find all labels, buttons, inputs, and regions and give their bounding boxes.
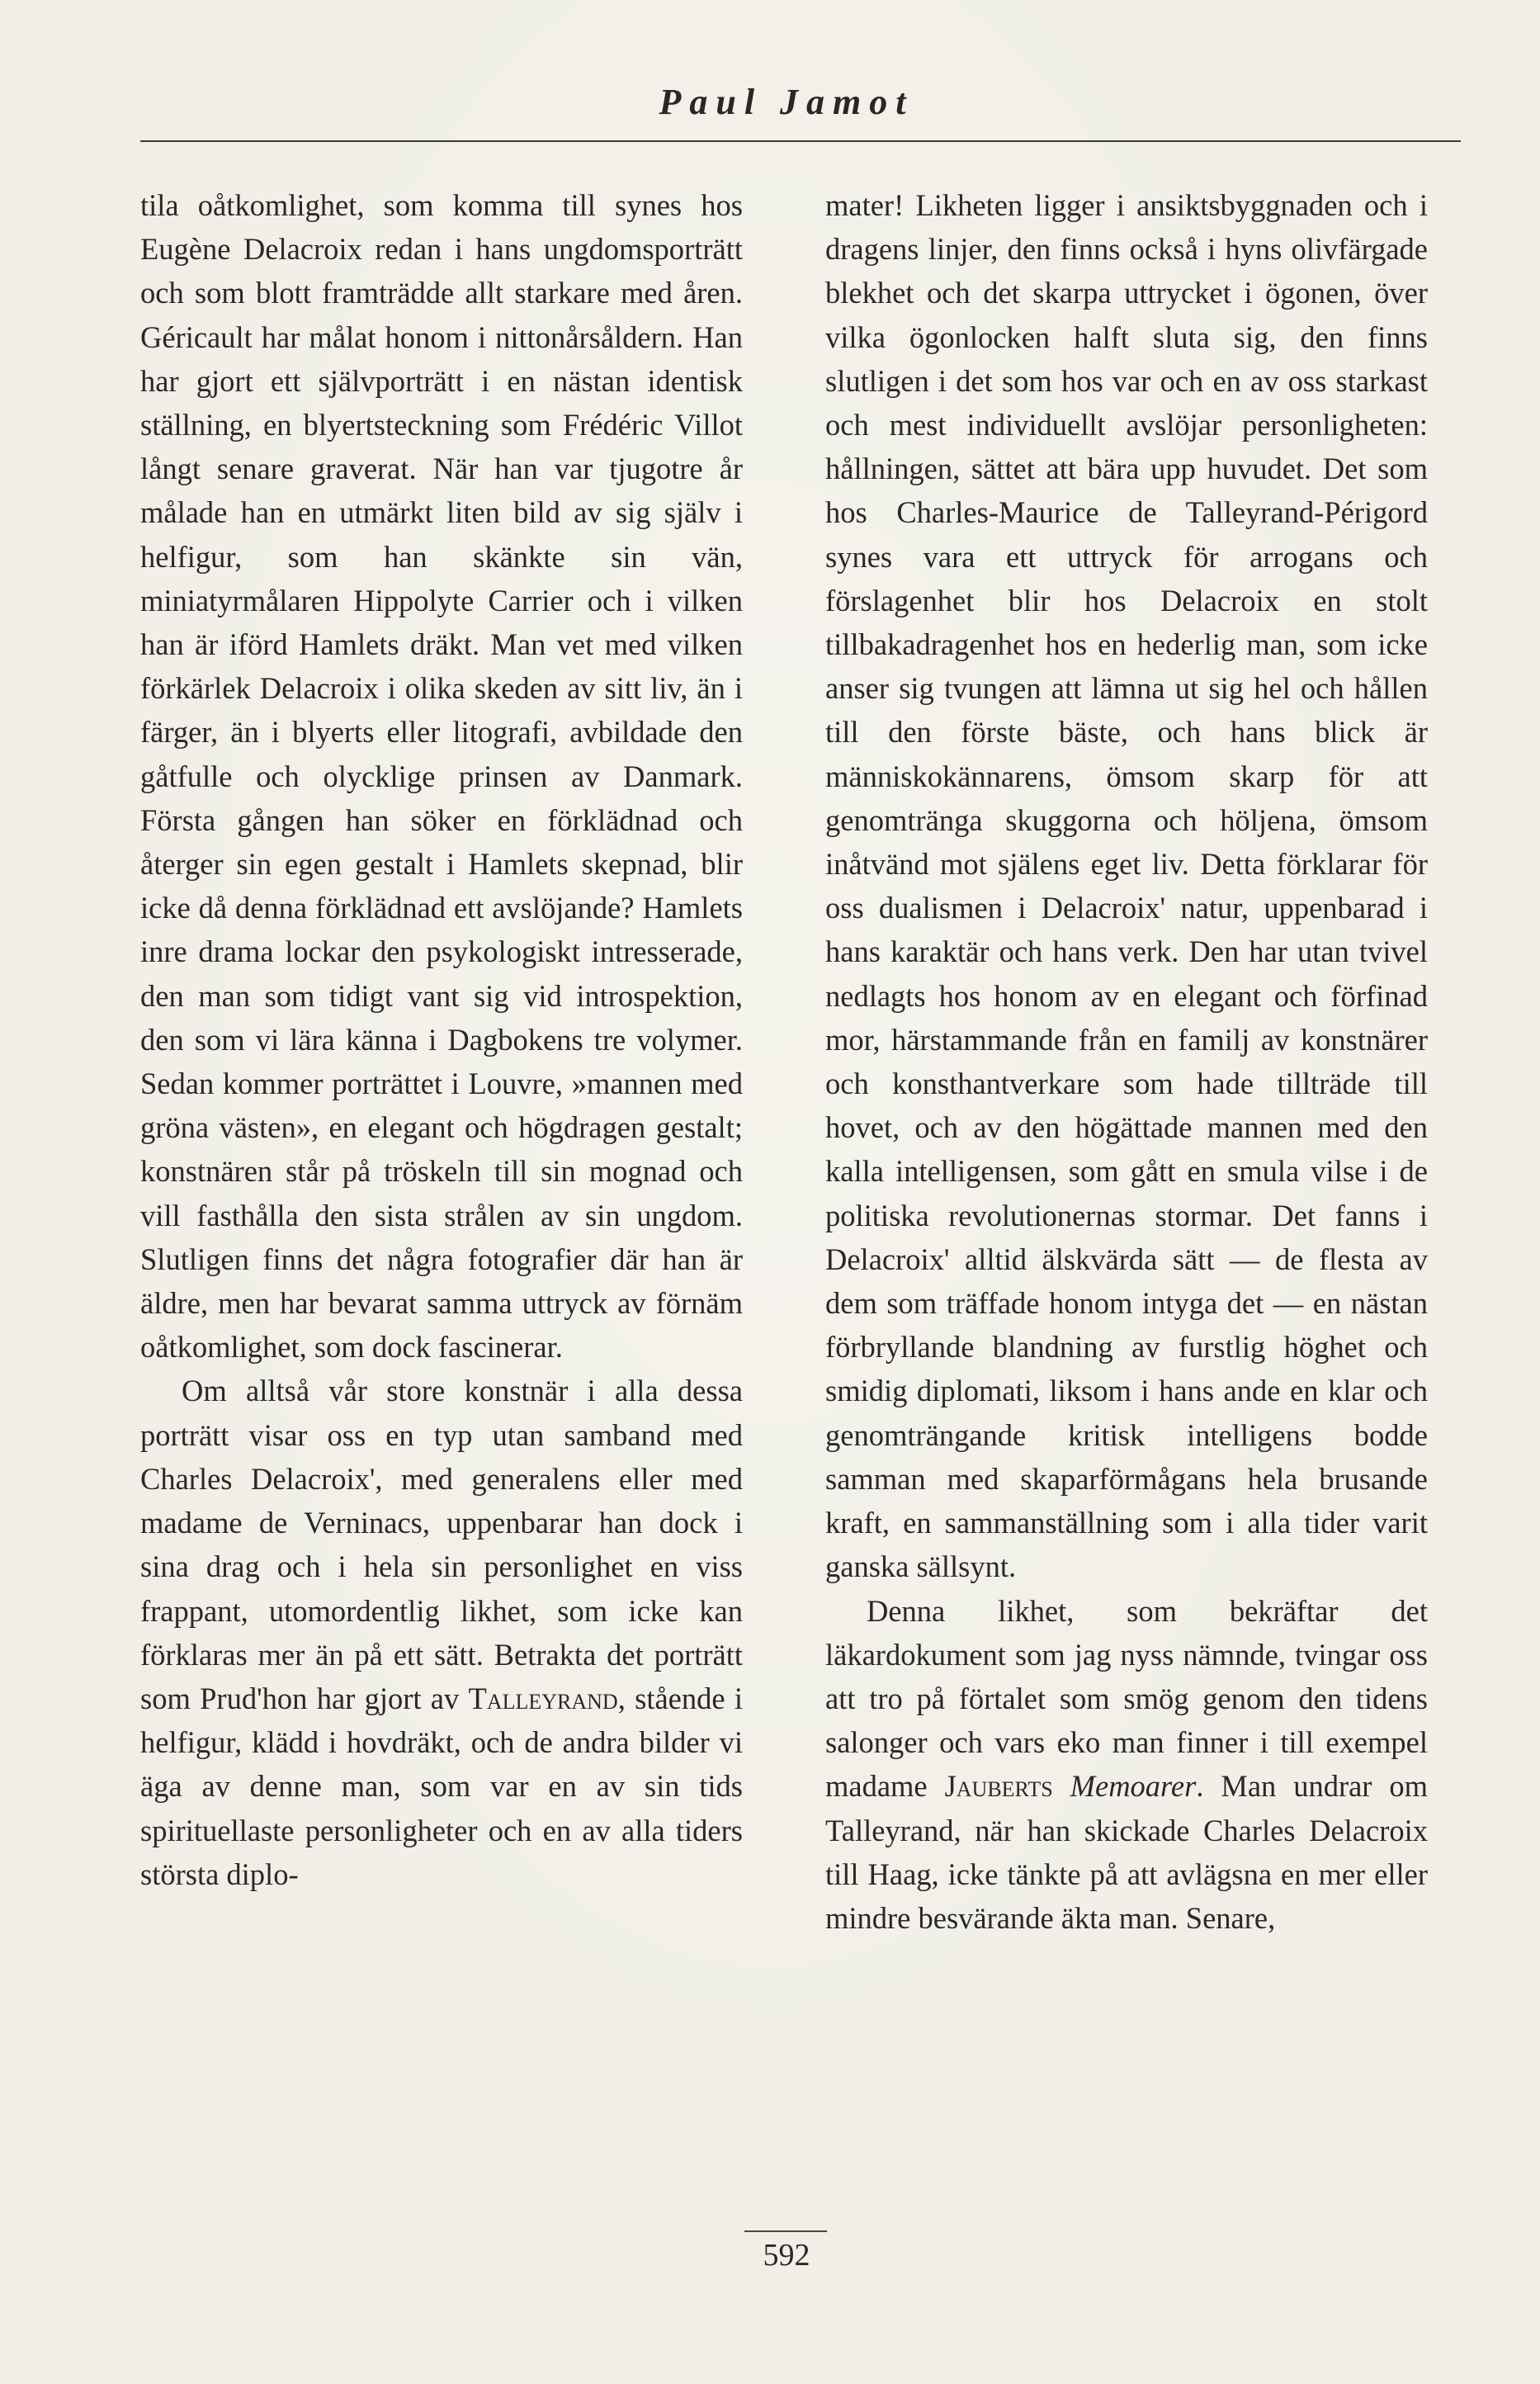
paragraph — [140, 1369, 743, 1895]
text-segment — [1053, 1769, 1070, 1803]
text-segment: Denna likhet, som bekräftar det läkardokument som jag nyss nämnde, tvingar oss att tro på förtalet som smög genom den tidens salonger och vars eko man finner i till exempel madame — [825, 1593, 1428, 1804]
page-number-rule — [744, 2230, 827, 2232]
text-segment: mater! Likheten ligger i ansiktsbyggnaden och i dragens linjer, den finns också i hyns olivfärgade blekhet och det skarpa uttrycket i ögonen, över vilka ögonlocken halft sluta sig, den finns slutligen i det som hos var och en av oss starkast och mest individuellt avslöjar personligheten: hållningen, sättet att bära upp huvudet. Det som hos Charles-Maurice de Talleyrand-Périgord synes vara ett uttryck för arrogans och förslagenhet blir hos Delacroix en stolt tillbakadragenhet hos en hederlig man, som icke anser sig tvungen att lämna ut sig hel och hållen till den förste bäste, och hans blick är människokännarens, ömsom skarp för att genomtränga skuggorna och höljena, ömsom inåtvänd mot själens eget liv. Detta förklarar för oss dualismen i Delacroix' natur, uppenbarad i hans karaktär och hans verk. Den har utan tvivel nedlagts hos honom av en elegant och förfinad mor, härstammande från en familj av konstnärer och konsthantverkare som hade tillträde till hovet, och av den högättade mannen med den kalla intelligensen, som gått en smula vilse i de politiska revolutionernas stormar. Det fanns i Delacroix' alltid älskvärda sätt — de flesta av dem som träffade honom intyga det — en nästan förbryllande blandning av furstlig höghet och smidig diplomati, liksom i hans ande en klar och genomträngande kritisk intelligens bodde samman med skaparförmågans hela brusande kraft, en sammanställning som i alla tider varit ganska sällsynt. — [825, 188, 1428, 1584]
italic-title: Memoarer — [1070, 1769, 1197, 1804]
right-column — [825, 183, 1428, 2197]
small-caps-name: Talleyrand — [468, 1681, 618, 1715]
text-segment: tila oåtkomlighet, som komma till synes hos Eugène Delacroix redan i hans ungdomsporträtt och som blott framträdde allt starkare med åren. Géricault har målat honom i nittonårsåldern. Han har gjort ett självporträtt i en nästan identisk ställning, en blyertsteckning som Frédéric Villot långt senare graverat. När han var tjugotre år målade han en utmärkt liten bild av sig själv i helfigur, som han skänkte sin vän, miniatyrmålaren Hippolyte Carrier och i vilken han är iförd Hamlets dräkt. Man vet med vilken förkärlek Delacroix i olika skeden av sitt liv, än i färger, än i blyerts eller litografi, avbildade den gåtfulle och olycklige prinsen av Danmark. Första gången han söker en förklädnad och återger sin egen gestalt i Hamlets skepnad, blir icke då denna förklädnad ett avslöjande? Hamlets inre drama lockar den psykologiskt intresserade, den man som tidigt vant sig vid introspektion, den som vi lära känna i Dagbokens tre volymer. Sedan kommer porträttet i Louvre, »mannen med gröna västen», en elegant och högdragen gestalt; konstnären står på tröskeln till sin mognad och vill fasthålla den sista strålen av sin ungdom. Slutligen finns det några fotografier där han är äldre, men har bevarat samma uttryck av förnäm oåtkomlighet, som dock fascinerar. — [140, 188, 743, 1365]
text-segment: , stående i helfigur, klädd i hovdräkt, och de andra bilder vi äga av denne man, som var en av sin tids spirituellaste personligheter och en av alla tiders största diplo- — [140, 1681, 743, 1891]
paragraph — [825, 1589, 1428, 1941]
page-number: 592 — [763, 2238, 810, 2273]
text-segment: Om alltså vår store konstnär i alla dessa porträtt visar oss en typ utan samband med Charles Delacroix', med generalens eller med madame de Verninacs, uppenbarar han dock i sina drag och i hela sin personlighet en viss frappant, utomordentlig likhet, som icke kan förklaras mer än på ett sätt. Betrakta det porträtt som Prud'hon har gjort av — [140, 1374, 743, 1715]
small-caps-name: Jauberts — [944, 1769, 1053, 1804]
running-head: Paul Jamot — [659, 82, 914, 122]
left-column — [140, 183, 743, 2197]
text-segment: . Man undrar om Talleyrand, när han skickade Charles Delacroix till Haag, icke tänkte på att avlägsna en mer eller mindre besvärande äkta man. Senare, — [825, 1769, 1428, 1935]
paragraph — [825, 183, 1428, 1589]
header-rule — [140, 140, 1461, 142]
paragraph — [140, 183, 743, 1369]
